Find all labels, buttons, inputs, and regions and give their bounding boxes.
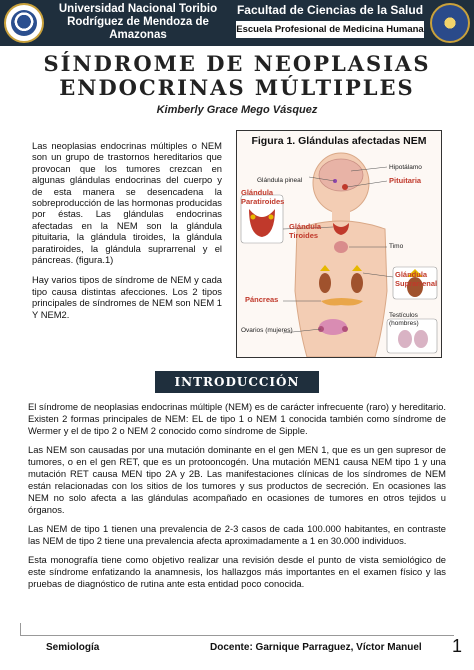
header-bar <box>0 0 474 46</box>
label-ovarios: Ovarios (mujeres) <box>241 327 293 334</box>
footer-divider <box>20 635 454 636</box>
label-paratiroides: Glándula Paratiroides <box>241 188 285 206</box>
footer-teacher: Docente: Garnique Parraguez, Víctor Manuel <box>210 642 422 653</box>
university-name: Universidad Nacional Toribio Rodríguez de Mendoza de Amazonas <box>58 3 218 41</box>
section-heading-introduccion: INTRODUCCIÓN <box>155 371 319 393</box>
author-name: Kimberly Grace Mego Vásquez <box>156 104 318 116</box>
faculty-name: Facultad de Ciencias de la Salud <box>236 3 424 17</box>
body-paragraph-1: El síndrome de neoplasias endocrinas múltiple (NEM) es de carácter infrecuente (raro) y hereditario. Existen 2 formas principales de NEM: EL de tipo 1 o NEM 1 conocida también como síndrome de Wermer y el de tipo 2 o NEM 2 conocido como síndrome de Sipple. <box>28 401 446 436</box>
footer-course: Semiología <box>46 642 100 653</box>
body-paragraph-3: Las NEM de tipo 1 tienen una prevalencia de 2-3 casos de cada 100.000 habitantes, en contraste las NEM de tipo 2 tiene una prevalencia afecta aproximadamente a 1 en 30.000 individuos. <box>28 523 446 546</box>
label-suprarrenal: Glándula Suprarrenal <box>395 270 438 288</box>
intro-paragraph-2: Hay varios tipos de síndrome de NEM y cada tipo causa distintas afecciones. Los 2 tipos principales de síndromes de NEM son NEM 1 Y NEM2. <box>32 274 222 320</box>
label-testiculos: Testículos (hombres) <box>389 312 419 327</box>
faculty-logo-icon <box>430 3 470 43</box>
label-hipotalamo: Hipotálamo <box>389 164 422 171</box>
university-logo-icon <box>4 3 44 43</box>
body-paragraph-2: Las NEM son causadas por una mutación dominante en el gen MEN 1, que es un gen supresor de tumores, o en el gen RET, que es un protooncogén. Una mutación MEN1 causa NEM tipo 1 y una mutación RET causa MEN tipo 2A y 2B. Las manifestaciones clínicas de los síndromes de NEM están relacionadas con los sitios de los tumores y sus productos de secreción. En ocasiones las NEM no solo afecta a las glándulas acompañado en ocasiones de tumores en otros tejidos u órganos. <box>28 444 446 515</box>
title-line-2: ENDOCRINAS MÚLTIPLES <box>59 75 415 100</box>
body-text <box>28 401 446 590</box>
label-pineal: Glándula pineal <box>257 177 303 184</box>
label-pituitaria: Pituitaria <box>389 176 422 185</box>
intro-column <box>32 140 222 320</box>
page-number: 1 <box>452 636 463 656</box>
figure-1 <box>236 130 442 358</box>
label-pancreas: Páncreas <box>245 295 279 304</box>
figure-caption: Figura 1. Glándulas afectadas NEM <box>251 135 427 147</box>
body-paragraph-4: Esta monografía tiene como objetivo realizar una revisión desde el punto de vista semiológico de este síndrome enfatizando la anamnesis, los hallazgos más importantes en el examen físico y las pruebas de diagnóstico de rutina ante esta entidad poco conocida. <box>28 554 446 589</box>
intro-paragraph-1: Las neoplasias endocrinas múltiples o NEM son un grupo de trastornos hereditarios que provocan que los tumores crezcan en algunas glándulas endocrinas del cuerpo y de esta manera se desencadena la sobreproducción de las hormonas producidas por éstas. Las glándulas endocrinas afectadas en la NEM son la glándula pituitaria, la glándula tiroides, la glándula paratiroides, la glándula suprarrenal y el páncreas. (figura.1) <box>32 140 222 266</box>
school-name: Escuela Profesional de Medicina Humana <box>236 21 424 38</box>
faculty-block <box>236 3 424 38</box>
label-tiroides: Glándula Tiroides <box>289 222 322 240</box>
label-timo: Timo <box>389 243 404 250</box>
title-line-1: SÍNDROME DE NEOPLASIAS <box>43 51 431 76</box>
document-title <box>0 52 474 100</box>
